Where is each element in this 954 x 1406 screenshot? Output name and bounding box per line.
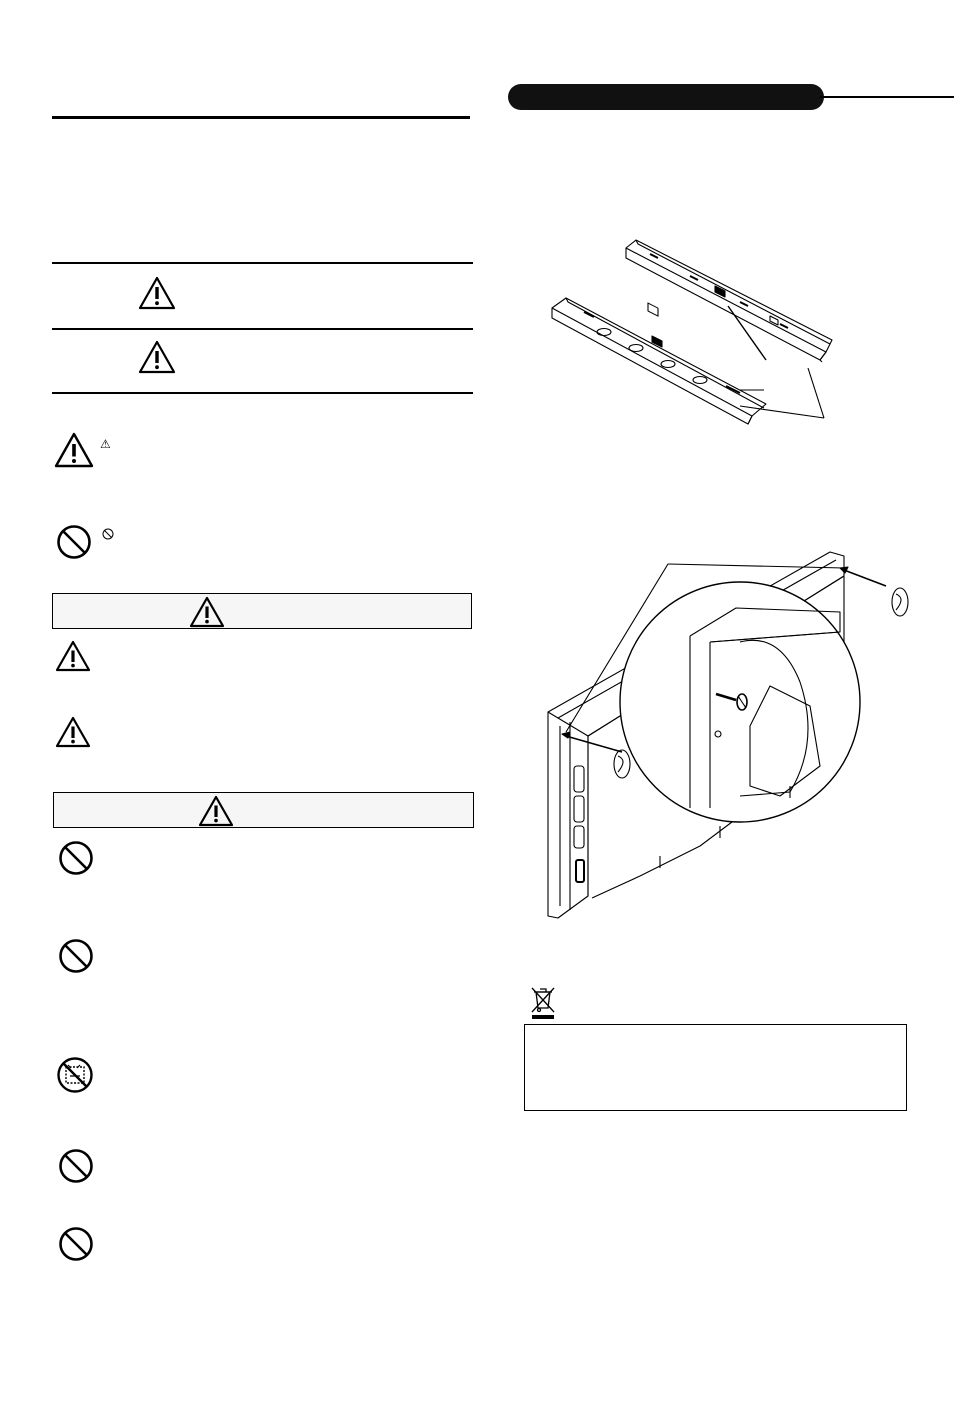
section-title-pill bbox=[508, 84, 824, 110]
warning-triangle-icon bbox=[54, 432, 94, 468]
prohibition-icon bbox=[58, 1226, 94, 1262]
warning-triangle-icon bbox=[138, 340, 176, 374]
legend-top-rule bbox=[52, 262, 473, 264]
section-title-rule bbox=[820, 96, 954, 98]
warning-triangle-icon bbox=[198, 795, 234, 827]
caution-banner bbox=[53, 792, 474, 828]
inline-warning-glyph: ⚠ bbox=[100, 437, 111, 451]
header-rule bbox=[52, 116, 470, 119]
bracket-pair-illustration bbox=[540, 236, 840, 426]
warning-triangle-icon bbox=[55, 640, 91, 672]
warning-banner bbox=[52, 593, 472, 629]
prohibition-icon bbox=[56, 524, 92, 560]
prohibition-icon bbox=[58, 1148, 94, 1184]
crossed-bin-icon bbox=[530, 986, 556, 1020]
prohibition-icon bbox=[58, 840, 94, 876]
warning-triangle-icon bbox=[55, 716, 91, 748]
legend-bottom-rule bbox=[52, 392, 473, 394]
panel-screw-illustration bbox=[540, 546, 932, 920]
warning-triangle-icon bbox=[189, 596, 225, 628]
warning-triangle-icon bbox=[138, 276, 176, 310]
no-disassembly-icon bbox=[56, 1056, 94, 1094]
weee-notice-box bbox=[524, 1024, 907, 1111]
legend-middle-rule bbox=[52, 328, 473, 330]
prohibition-glyph-icon bbox=[102, 528, 114, 540]
prohibition-icon bbox=[58, 938, 94, 974]
